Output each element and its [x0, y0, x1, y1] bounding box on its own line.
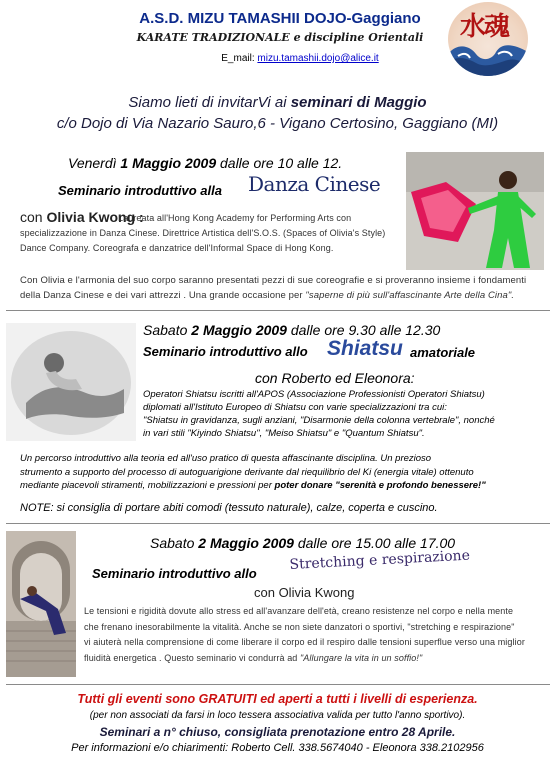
stretching-image [6, 531, 76, 677]
separator [6, 523, 550, 524]
event1-seminar-label: Seminario introduttivo alla [58, 183, 222, 198]
event3-desc-line [84, 651, 549, 667]
event3-desc-line: che frenano inesorabilmente la vitalità. Anche se non siete danzatori o sportivi, "stretching e respirazione" [84, 621, 515, 632]
event2-description [20, 452, 550, 493]
event2-bio-line: diplomati all'Istituto Europeo di Shiatsu con varie specializzazioni tra cui: [143, 402, 447, 413]
event1-teacher-name: Olivia Kwong : [46, 209, 144, 225]
event3-date-pre: Sabato [150, 535, 199, 551]
event2-desc-line [20, 479, 550, 493]
event2-topic-post: amatoriale [410, 345, 476, 360]
event2-date-pre: Sabato [143, 322, 192, 338]
footer-free-events: Tutti gli eventi sono GRATUITI ed aperti a tutti i livelli di esperienza. [77, 692, 478, 706]
footer-membership-note: (per non associati da farsi in loco tessera associativa valida per tutto l'anno sportivo). [89, 710, 466, 721]
event2-seminar-label: Seminario introduttivo allo [143, 344, 308, 359]
school-title: A.S.D. MIZU TAMASHII DOJO-Gaggiano [139, 10, 421, 27]
school-subtitle: KARATE TRADIZIONALE e discipline Orientali [136, 31, 424, 44]
event2-desc-text: mediante piacevoli stiramenti, mobilizzazioni e pressioni per [20, 480, 275, 491]
event2-bio-line: in vari stili "Kiyindo Shiatsu", "Meiso Shiatsu" e "Quantum Shiatsu". [143, 428, 425, 439]
event2-bio [143, 388, 548, 440]
event3-desc-text: fluidità energetica . Questo seminario vi condurrà ad [84, 652, 301, 663]
logo-kanji: 水魂 [460, 12, 509, 42]
intro-bold: seminari di Maggio [290, 94, 427, 111]
email-link[interactable]: mizu.tamashii.dojo@alice.it [257, 53, 379, 64]
event2-topic: Shiatsu [327, 337, 403, 360]
event1-date-pre: Venerdì [68, 155, 121, 171]
event3-date-post: dalle ore 15.00 alle 17.00 [293, 535, 456, 551]
event1-desc-quote: "saperne di più sull'affascinante Arte della Cina". [305, 290, 515, 301]
email-label: E_mail: [221, 53, 255, 64]
intro-text: Siamo lieti di invitarVi ai [128, 94, 291, 111]
event2-bio-line: Operatori Shiatsu iscritti all'APOS (Associazione Professionisti Operatori Shiatsu) [143, 389, 485, 400]
event3-date [150, 535, 455, 551]
intro-line-2: c/o Dojo di Via Nazario Sauro,6 - Vigano Certosino, Gaggiano (MI) [56, 115, 499, 132]
event2-date-bold: 2 Maggio 2009 [191, 322, 287, 338]
email-line [150, 53, 450, 64]
stretching-photo [6, 531, 76, 677]
event2-desc-line: strumento a supporto del processo di autoguarigione derivante dal riequilibrio del Ki (energia vitale) ottenuto [20, 466, 474, 478]
event1-topic: Danza Cinese [248, 172, 381, 196]
event2-teacher: con Roberto ed Eleonora: [255, 370, 415, 386]
event3-teacher: con Olivia Kwong [254, 585, 355, 600]
dance-photo [406, 152, 544, 270]
event1-date-post: dalle ore 10 alle 12. [216, 155, 343, 171]
dancer-image [406, 152, 544, 270]
event3-date-bold: 2 Maggio 2009 [198, 535, 294, 551]
event1-date-bold: 1 Maggio 2009 [120, 155, 217, 171]
footer-contacts: Per informazioni e/o chiarimenti: Roberto Cell. 338.5674040 - Eleonora 338.2102956 [71, 742, 484, 754]
event1-description [20, 273, 545, 303]
event2-desc-line: Un percorso introduttivo alla teoria ed all'uso pratico di questa affascinante disciplina. Un prezioso [20, 453, 432, 464]
separator [6, 310, 550, 311]
event2-bio-line: "Shiatsu in gravidanza, sugli anziani, "Disarmonie della colonna vertebrale", nonché [143, 415, 495, 426]
separator [6, 684, 550, 685]
event3-desc-line: Le tensioni e rigidità dovute allo stress ed all'avanzare dell'età, creano resistenze nel corpo e nella mente [84, 606, 514, 616]
event2-date [143, 322, 440, 338]
shiatsu-photo [6, 323, 136, 441]
event2-note: NOTE: si consiglia di portare abiti comodi (tessuto naturale), calze, coperta e cuscino. [20, 502, 438, 514]
dojo-logo [448, 2, 528, 76]
footer-booking-note: Seminari a n° chiuso, consigliata prenotazione entro 28 Aprile. [99, 725, 456, 739]
event1-teacher-pre: con [20, 209, 47, 225]
event3-topic: Stretching e respirazione [289, 547, 471, 573]
event3-description [84, 604, 549, 666]
event1-date [68, 155, 342, 171]
event1-bio: Laureata all'Hong Kong Academy for Performing Arts con specializzazione in Danza Cinese. Direttrice Artistica dell'S.O.S. (Spaces of Olivia's Style) Dance Company. Coreografa e danzatrice dell'Informal Space di Hong Kong. [20, 213, 386, 253]
intro-line-1 [0, 94, 555, 111]
event3-desc-quote: "Allungare la vita in un soffio!" [300, 652, 423, 663]
event2-date-post: dalle ore 9.30 alle 12.30 [286, 322, 441, 338]
event2-desc-bold: poter donare "serenità e profondo benessere!" [274, 480, 486, 491]
event1-desc-text: Con Olivia e l'armonia del suo corpo saranno presentati pezzi di sue coreografie e si proveranno insieme i fondamenti della Danza Cinese e dei vari attrezzi . Una grande occasione per [20, 275, 527, 301]
event3-seminar-label: Seminario introduttivo allo [92, 566, 257, 581]
event3-desc-line: vi aiuterà nella comprensione di come liberare il corpo ed il respiro dalle tensioni superflue verso una miglior [84, 637, 525, 647]
shiatsu-image [6, 323, 136, 441]
